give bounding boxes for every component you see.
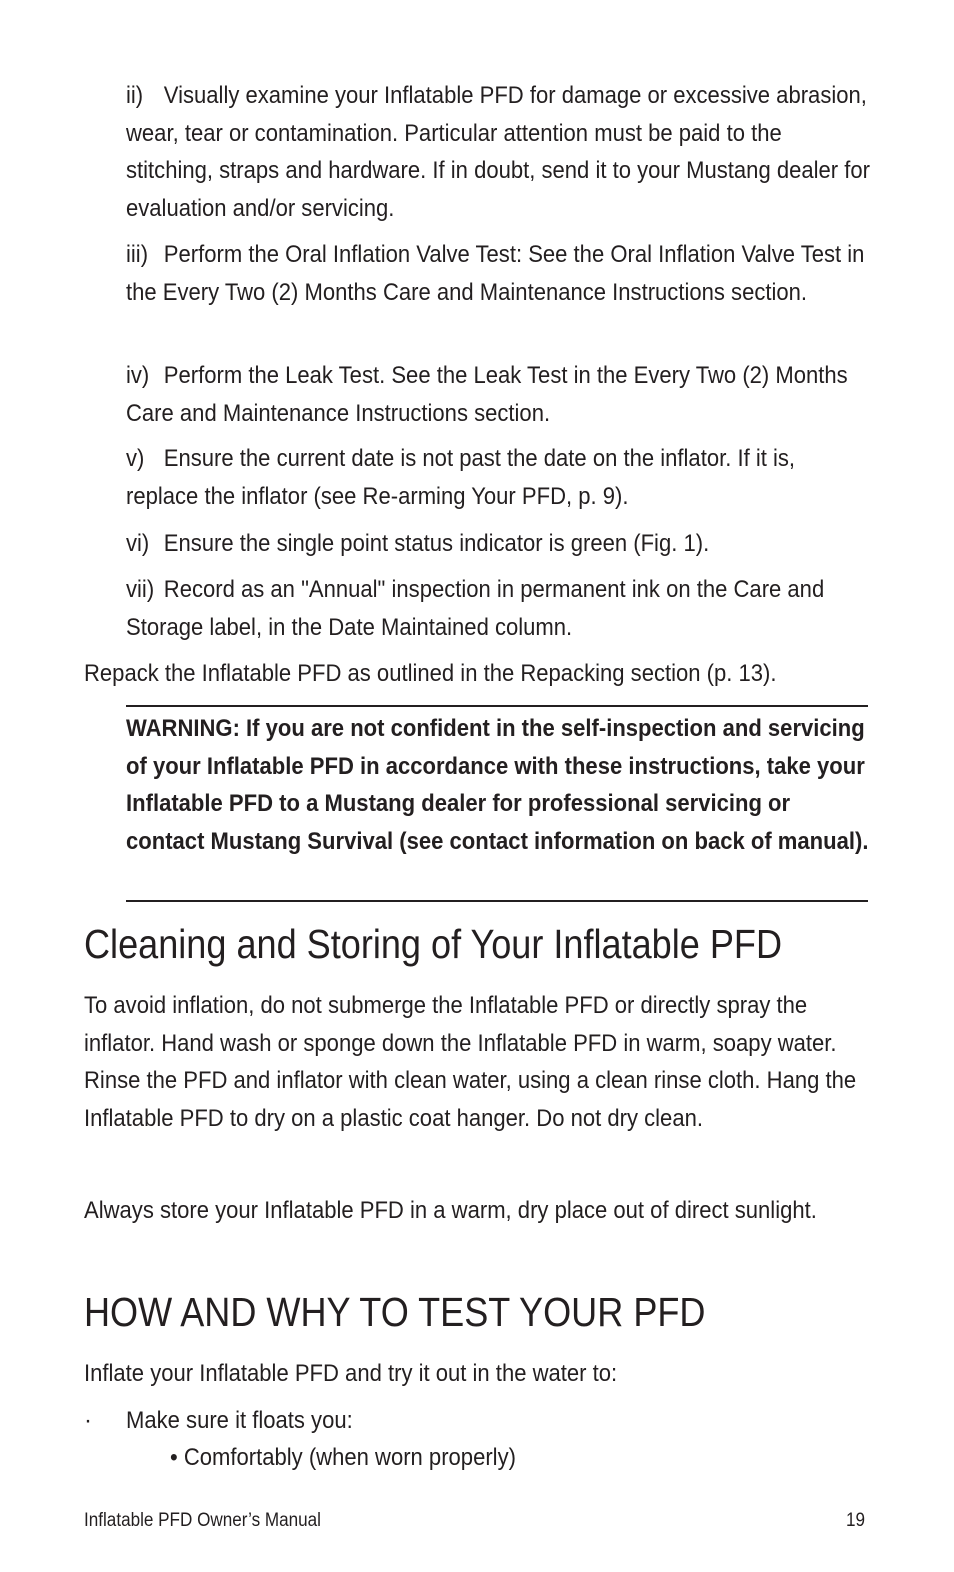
cleaning-paragraph: To avoid inflation, do not submerge the Inflatable PFD or directly spray the inflator. Hand wash or sponge down the Inflatable PFD in warm, soapy water. Rinse the PFD and inflator with clean water, using a clean rinse cloth. Hang the Inflatable PFD to dry on a plastic coat hanger. Do not dry clean.: [84, 992, 857, 1132]
step-v: [126, 440, 871, 515]
warning-box: WARNING: If you are not confident in the self-inspection and servicing of your Inflatable PFD in accordance with these instructions, take your Inflatable PFD to a Mustang dealer for professional servicing or contact Mustang Survival (see contact information on back of manual).: [126, 715, 869, 855]
step-number: iii): [126, 241, 149, 268]
bullet-marker: ·: [84, 1407, 92, 1434]
step-iv: [126, 357, 871, 432]
warning-top-rule: [126, 705, 868, 707]
step-number: vi): [126, 530, 150, 557]
step-number: vii): [126, 576, 155, 603]
storage-paragraph: Always store your Inflatable PFD in a warm, dry place out of direct sunlight.: [84, 1197, 817, 1224]
sub-bullet-item: • Comfortably (when worn properly): [170, 1444, 516, 1471]
step-number: iv): [126, 362, 150, 389]
bullet-item: Make sure it floats you:: [126, 1407, 353, 1434]
step-number: ii): [126, 82, 144, 109]
step-text: Perform the Oral Inflation Valve Test: See the Oral Inflation Valve Test in the Every Two (2) Months Care and Maintenance Instructions section.: [126, 241, 865, 306]
step-vii: [126, 571, 871, 646]
step-text: Visually examine your Inflatable PFD for damage or excessive abrasion, wear, tear or contamination. Particular attention must be paid to the stitching, straps and hardware. If in doubt, send it to your Mustang dealer for evaluation and/or servicing.: [126, 82, 870, 222]
testing-heading: HOW AND WHY TO TEST YOUR PFD: [84, 1289, 706, 1335]
repack-paragraph: Repack the Inflatable PFD as outlined in the Repacking section (p. 13).: [84, 660, 777, 687]
step-text: Ensure the single point status indicator is green (Fig. 1).: [163, 530, 710, 557]
warning-bottom-rule: [126, 900, 868, 902]
step-number: v): [126, 445, 145, 472]
step-iii: [126, 236, 871, 311]
cleaning-heading: Cleaning and Storing of Your Inflatable PFD: [84, 921, 783, 967]
page-number: 19: [846, 1510, 866, 1531]
step-text: Ensure the current date is not past the date on the inflator. If it is, replace the inflator (see Re-arming Your PFD, p. 9).: [126, 445, 796, 510]
step-text: Record as an "Annual" inspection in permanent ink on the Care and Storage label, in the Date Maintained column.: [126, 576, 825, 641]
step-ii: [126, 77, 871, 227]
step-text: Perform the Leak Test. See the Leak Test in the Every Two (2) Months Care and Maintenance Instructions section.: [126, 362, 848, 427]
footer-title: Inflatable PFD Owner’s Manual: [84, 1510, 321, 1531]
step-vi: [126, 525, 871, 563]
testing-intro: Inflate your Inflatable PFD and try it out in the water to:: [84, 1360, 618, 1387]
